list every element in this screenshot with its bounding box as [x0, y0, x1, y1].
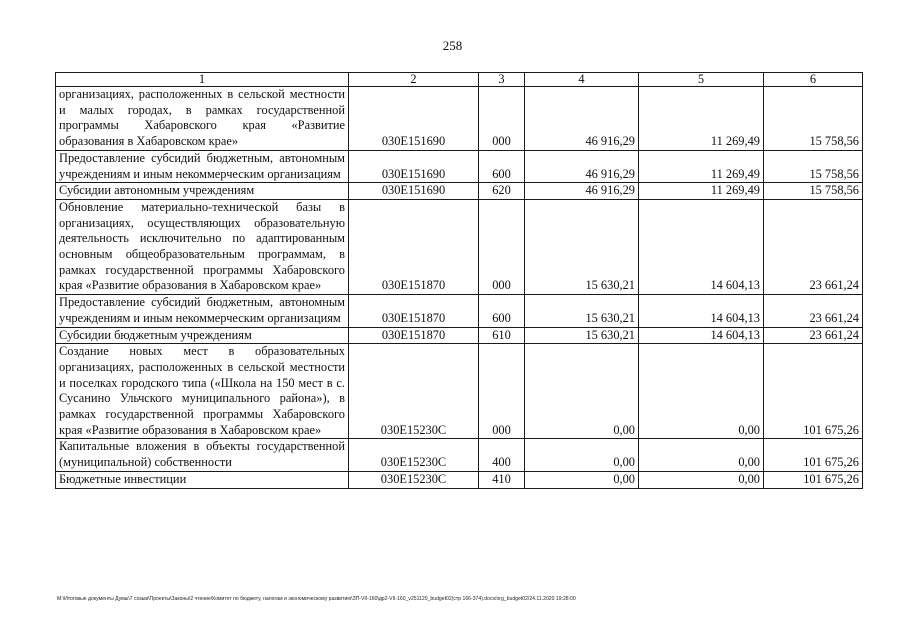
amount-col-4: 0,00 [525, 439, 639, 471]
page-number: 258 [442, 38, 463, 53]
amount-col-4: 46 916,29 [525, 150, 639, 182]
target-article-code: 030E151690 [349, 150, 479, 182]
row-description: Капитальные вложения в объекты государственной (муниципальной) собственности [56, 439, 349, 471]
amount-col-6: 101 675,26 [764, 344, 863, 439]
amount-col-5: 0,00 [639, 471, 764, 488]
amount-col-6: 15 758,56 [764, 87, 863, 151]
column-header: 2 [349, 73, 479, 87]
target-article-code: 030E15230C [349, 471, 479, 488]
footer-file-path: M:\Итоговые документы Думы\7 созыв\Проекты\Законы\2 чтение\Комитет по бюджету, налогам и экономическому развитию\ЗП-VII-160\др2-VII-160_v251120_budget02(стр 166-374).docx/org_budget02/24.11.2020 19:28:00 [57, 596, 576, 602]
expense-type-code: 600 [479, 295, 525, 327]
table-row [56, 87, 863, 151]
amount-col-5: 11 269,49 [639, 87, 764, 151]
amount-col-4: 15 630,21 [525, 295, 639, 327]
target-article-code: 030E151870 [349, 327, 479, 344]
target-article-code: 030E151690 [349, 183, 479, 200]
expense-type-code: 000 [479, 87, 525, 151]
expense-type-code: 610 [479, 327, 525, 344]
expense-type-code: 620 [479, 183, 525, 200]
amount-col-5: 14 604,13 [639, 199, 764, 294]
column-header: 3 [479, 73, 525, 87]
table-row [56, 295, 863, 327]
row-description: Обновление материально-технической базы в организациях, осуществляющих образовательную деятельность исключительно по адаптированным основным общеобразовательным программам, в рамках государственной программы Хабаровского края «Развитие образования в Хабаровском крае» [56, 199, 349, 294]
target-article-code: 030E151690 [349, 87, 479, 151]
amount-col-6: 23 661,24 [764, 199, 863, 294]
amount-col-6: 23 661,24 [764, 327, 863, 344]
amount-col-5: 11 269,49 [639, 150, 764, 182]
amount-col-5: 14 604,13 [639, 295, 764, 327]
table-header-row [56, 73, 863, 87]
expense-type-code: 000 [479, 199, 525, 294]
table-row [56, 150, 863, 182]
row-description: Субсидии автономным учреждениям [56, 183, 349, 200]
row-description: Субсидии бюджетным учреждениям [56, 327, 349, 344]
amount-col-4: 0,00 [525, 471, 639, 488]
amount-col-4: 46 916,29 [525, 183, 639, 200]
expense-type-code: 400 [479, 439, 525, 471]
column-header: 4 [525, 73, 639, 87]
target-article-code: 030E151870 [349, 199, 479, 294]
table-row [56, 344, 863, 439]
amount-col-4: 15 630,21 [525, 327, 639, 344]
row-description: Создание новых мест в образовательных организациях, расположенных в сельской местности и поселках городского типа («Школа на 150 мест в с. Сусанино Ульчского муниципального района»), в рамках государственной программы Хабаровского края «Развитие образования в Хабаровском крае» [56, 344, 349, 439]
column-header: 5 [639, 73, 764, 87]
amount-col-5: 14 604,13 [639, 327, 764, 344]
amount-col-5: 11 269,49 [639, 183, 764, 200]
row-description: Предоставление субсидий бюджетным, автономным учреждениям и иным некоммерческим организациям [56, 295, 349, 327]
row-description: Предоставление субсидий бюджетным, автономным учреждениям и иным некоммерческим организациям [56, 150, 349, 182]
amount-col-5: 0,00 [639, 344, 764, 439]
row-description: организациях, расположенных в сельской местности и малых городах, в рамках государственной программы Хабаровского края «Развитие образования в Хабаровском крае» [56, 87, 349, 151]
amount-col-6: 15 758,56 [764, 183, 863, 200]
table-row [56, 471, 863, 488]
row-description: Бюджетные инвестиции [56, 471, 349, 488]
target-article-code: 030E15230C [349, 439, 479, 471]
expense-type-code: 410 [479, 471, 525, 488]
column-header: 1 [56, 73, 349, 87]
amount-col-6: 101 675,26 [764, 439, 863, 471]
expense-type-code: 600 [479, 150, 525, 182]
budget-table [55, 72, 863, 489]
amount-col-4: 0,00 [525, 344, 639, 439]
column-header: 6 [764, 73, 863, 87]
amount-col-4: 15 630,21 [525, 199, 639, 294]
table-row [56, 183, 863, 200]
amount-col-6: 23 661,24 [764, 295, 863, 327]
amount-col-4: 46 916,29 [525, 87, 639, 151]
target-article-code: 030E15230C [349, 344, 479, 439]
amount-col-6: 101 675,26 [764, 471, 863, 488]
amount-col-5: 0,00 [639, 439, 764, 471]
table-row [56, 327, 863, 344]
table-row [56, 439, 863, 471]
expense-type-code: 000 [479, 344, 525, 439]
amount-col-6: 15 758,56 [764, 150, 863, 182]
target-article-code: 030E151870 [349, 295, 479, 327]
table-row [56, 199, 863, 294]
